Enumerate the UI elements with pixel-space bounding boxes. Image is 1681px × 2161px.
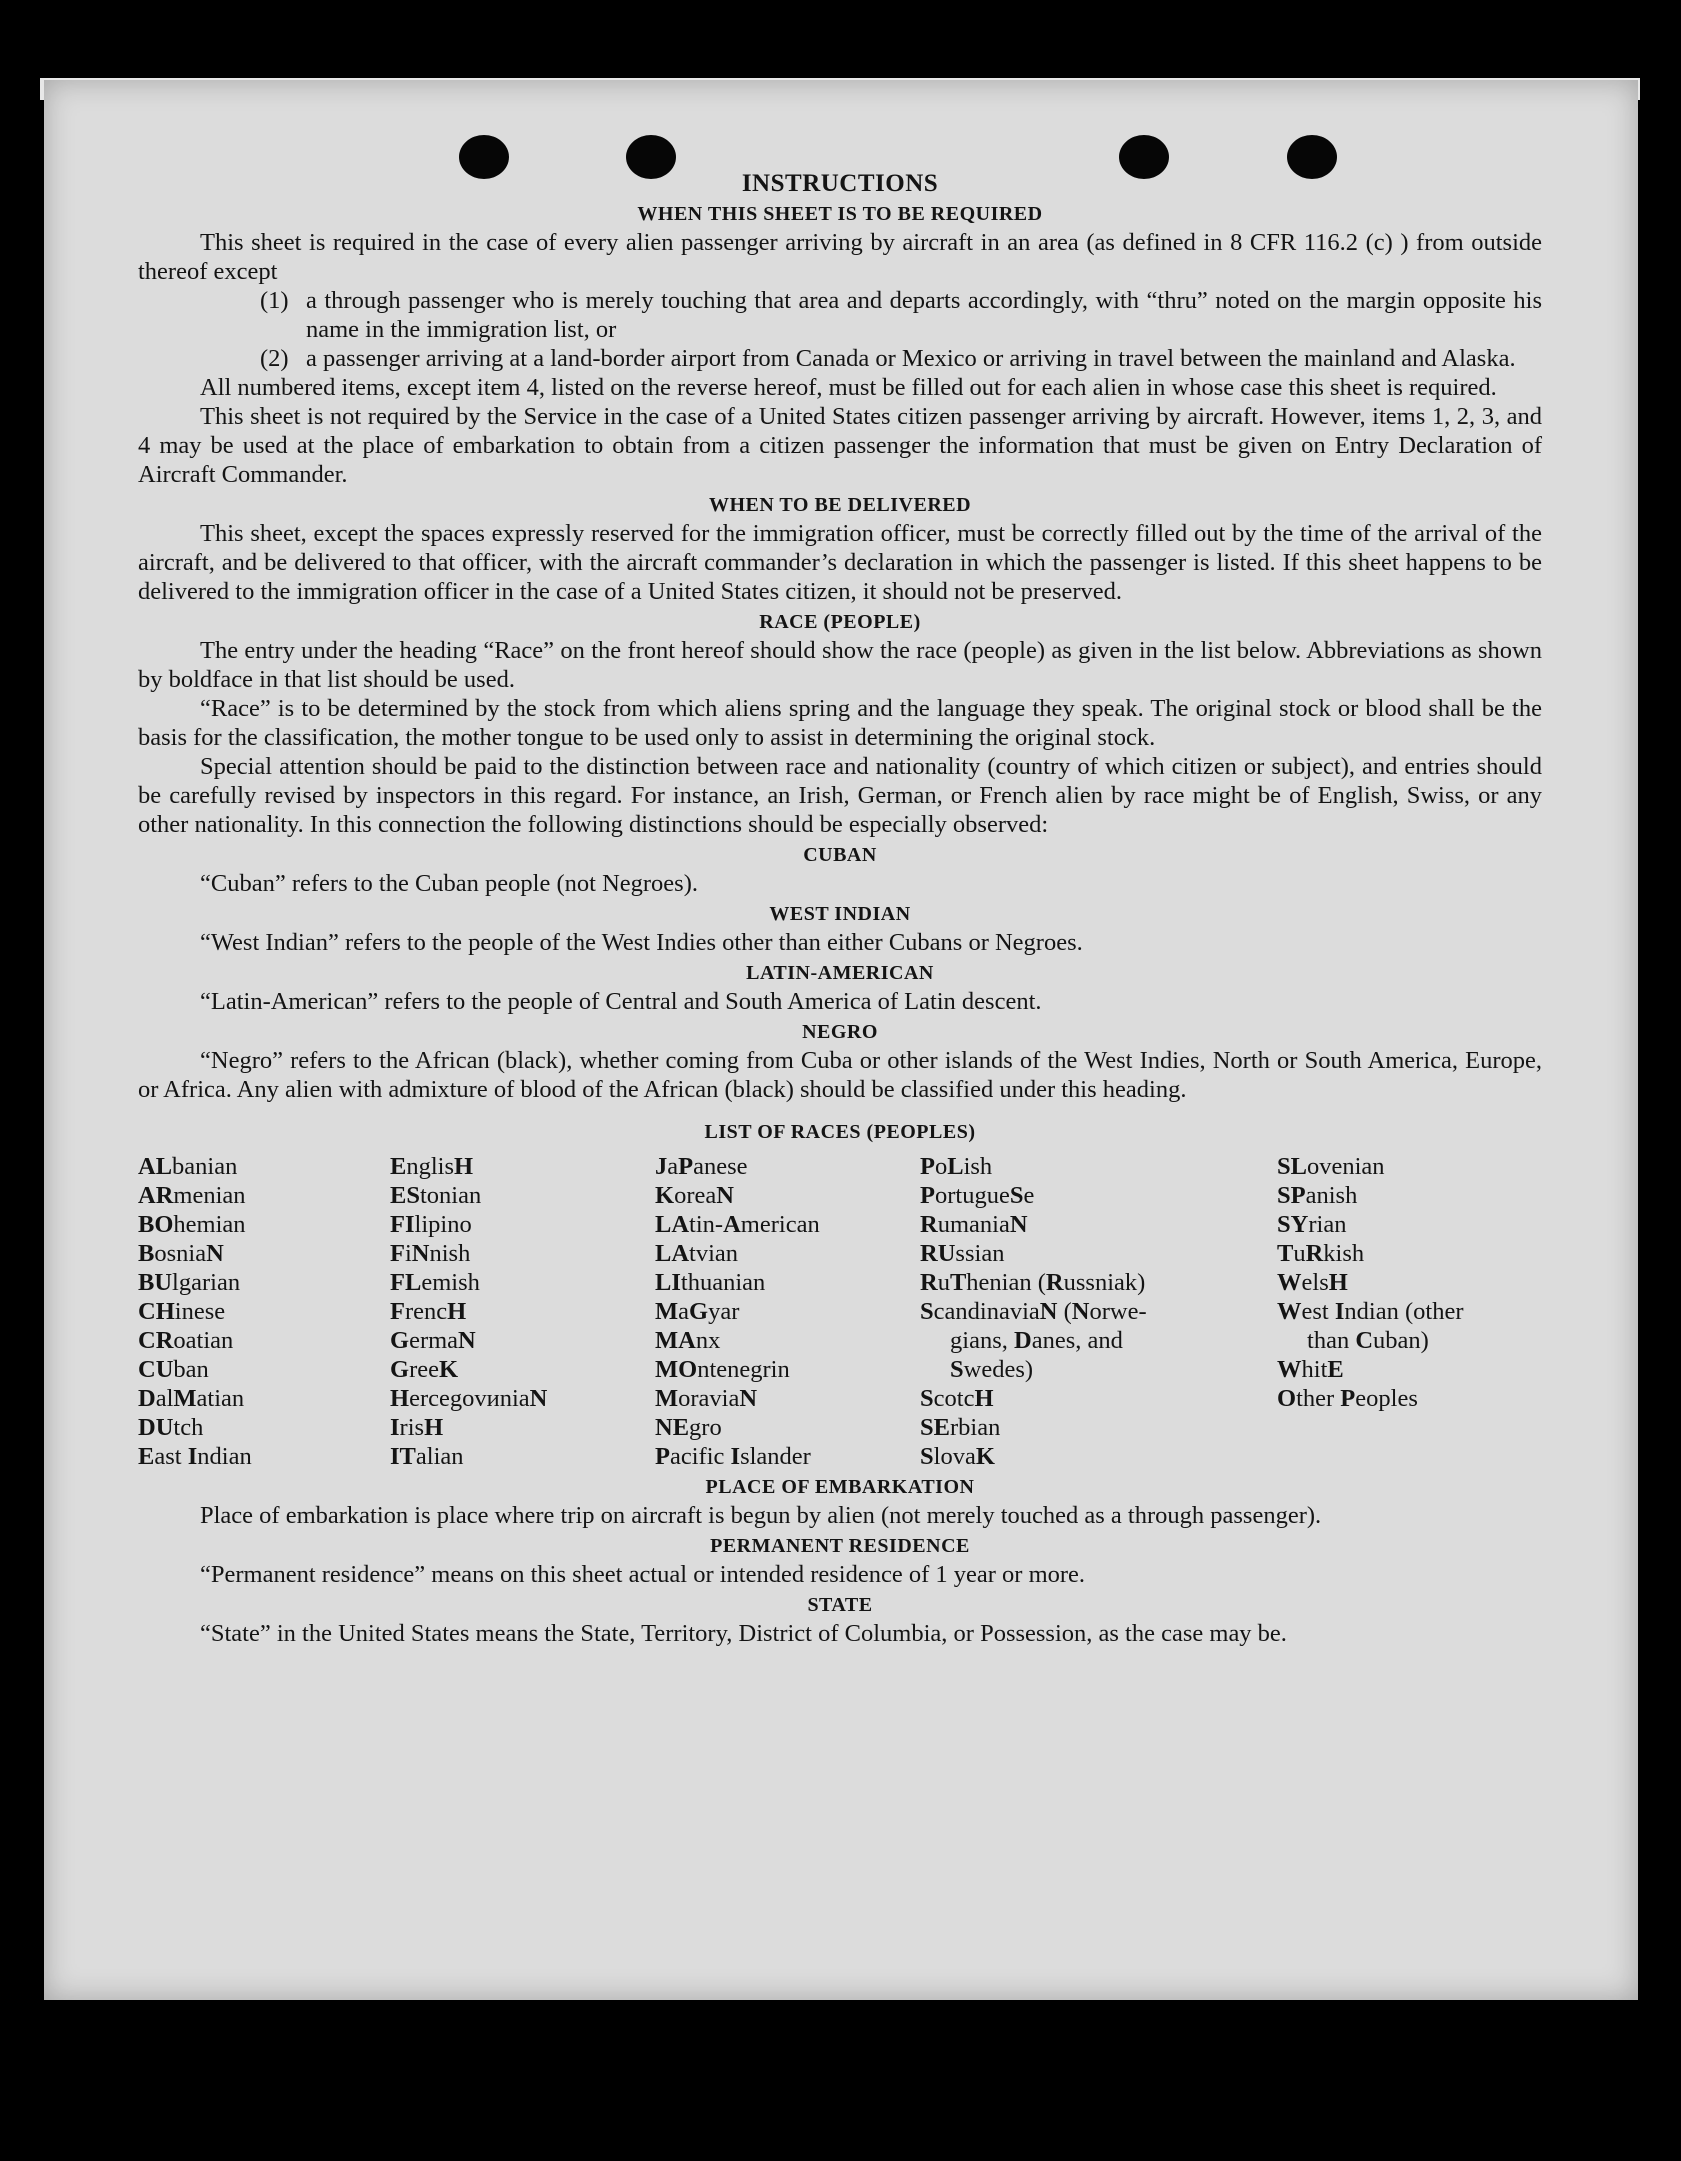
instructions-content xyxy=(138,168,1542,1648)
race-entry: than Cuban) xyxy=(1307,1327,1429,1354)
race-entry: RUssian xyxy=(920,1240,1005,1267)
paragraph: “West Indian” refers to the people of the West Indies other than either Cubans or Negroes. xyxy=(200,929,1083,956)
paragraph: This sheet, except the spaces expressly reserved for the immigration officer, must be correctly filled out by the time of the arrival of the aircraft, and be delivered to that officer, with the aircraft commander’s declaration in which the passenger is listed. If this sheet happens to be delivered to the immigration officer in the case of a United States citizen, it should not be preserved. xyxy=(138,520,1542,605)
paragraph: “Race” is to be determined by the stock from which aliens spring and the language they speak. The original stock or blood shall be the basis for the classification, the mother tongue to be used only to assist in determining the original stock. xyxy=(138,695,1542,751)
paragraph: The entry under the heading “Race” on the front hereof should show the race (people) as given in the list below. Abbreviations as shown by boldface in that list should be used. xyxy=(138,637,1542,693)
race-entry: GreeK xyxy=(390,1356,459,1383)
race-column xyxy=(920,1152,1277,1471)
race-entry: LAtin-American xyxy=(655,1211,820,1238)
race-entry: FiNnish xyxy=(390,1240,471,1267)
race-entry: PortugueSe xyxy=(920,1182,1035,1209)
race-entry: ScotcH xyxy=(920,1385,994,1412)
section-heading: PERMANENT RESIDENCE xyxy=(710,1535,970,1557)
paragraph: “Permanent residence” means on this sheet actual or intended residence of 1 year or more. xyxy=(200,1561,1086,1588)
race-entry: DUtch xyxy=(138,1414,204,1441)
paragraph: Special attention should be paid to the distinction between race and nationality (country of which citizen or subject), and entries should be carefully revised by inspectors in this regard. For instance, an Irish, German, or French alien by race might be of English, Swiss, or any other nationality. In this connection the following distinctions should be especially observed: xyxy=(138,753,1542,838)
race-entry: DalMatian xyxy=(138,1385,245,1412)
race-entry: Other Peoples xyxy=(1277,1385,1418,1412)
race-entry: MOntenegrin xyxy=(655,1356,790,1383)
race-entry: MAnx xyxy=(655,1327,721,1354)
race-entry: LIthuanian xyxy=(655,1269,766,1296)
race-entry: West Indian (other xyxy=(1277,1298,1464,1325)
paragraph: This sheet is not required by the Service in the case of a United States citizen passenger arriving by aircraft. However, items 1, 2, 3, and 4 may be used at the place of embarkation to obtain from a citizen passenger the information that must be given on Entry Declaration of Aircraft Commander. xyxy=(138,403,1542,488)
race-entry: TuRkish xyxy=(1277,1240,1365,1267)
race-entry: Swedes) xyxy=(950,1356,1034,1383)
race-entry: FLemish xyxy=(390,1269,480,1296)
race-entry: HercegovиniaN xyxy=(390,1385,548,1412)
race-entry: SErbian xyxy=(920,1414,1001,1441)
list-item xyxy=(138,344,1542,373)
race-entry: ScandinaviaN (Norwe- xyxy=(920,1298,1147,1325)
paragraph: Place of embarkation is place where trip on aircraft is begun by alien (not merely touched as a through passenger). xyxy=(200,1502,1322,1529)
paragraph: This sheet is required in the case of every alien passenger arriving by aircraft in an area (as defined in 8 CFR 116.2 (c) ) from outside thereof except xyxy=(138,229,1542,285)
section-heading: STATE xyxy=(807,1594,873,1616)
section-heading: NEGRO xyxy=(802,1021,878,1043)
race-entry: SPanish xyxy=(1277,1182,1358,1209)
race-entry: ALbanian xyxy=(138,1153,238,1180)
race-column xyxy=(390,1152,655,1471)
race-entry: EStonian xyxy=(390,1182,482,1209)
race-column xyxy=(138,1152,390,1471)
race-entry: East Indian xyxy=(138,1443,252,1470)
race-entry: GermaN xyxy=(390,1327,476,1354)
race-entry: MoraviaN xyxy=(655,1385,758,1412)
list-item xyxy=(138,286,1542,344)
list-text: a through passenger who is merely touching that area and departs accordingly, with “thru” noted on the margin opposite his name in the immigration list, or xyxy=(306,287,1542,343)
race-entry: CRoatian xyxy=(138,1327,234,1354)
race-entry: SlovaK xyxy=(920,1443,995,1470)
section-heading: CUBAN xyxy=(803,844,877,866)
list-number: (1) xyxy=(260,287,289,314)
race-entry: LAtvian xyxy=(655,1240,739,1267)
section-heading: LATIN-AMERICAN xyxy=(746,962,934,984)
race-entry: IrisH xyxy=(390,1414,444,1441)
race-entry: EnglisH xyxy=(390,1153,474,1180)
race-column xyxy=(1277,1152,1542,1471)
section-heading: LIST OF RACES (PEOPLES) xyxy=(704,1121,976,1143)
race-entry: CHinese xyxy=(138,1298,226,1325)
section-heading: PLACE OF EMBARKATION xyxy=(705,1476,975,1498)
race-entry: PoLish xyxy=(920,1153,993,1180)
race-entry: FIlipino xyxy=(390,1211,472,1238)
section-heading: WHEN TO BE DELIVERED xyxy=(708,494,972,516)
race-entry: FrencH xyxy=(390,1298,467,1325)
race-entry: WelsH xyxy=(1277,1269,1348,1296)
race-entry: ARmenian xyxy=(138,1182,246,1209)
race-entry: BUlgarian xyxy=(138,1269,241,1296)
race-list xyxy=(138,1152,1542,1471)
race-entry: MaGyar xyxy=(655,1298,740,1325)
section-heading: WHEN THIS SHEET IS TO BE REQUIRED xyxy=(637,203,1043,225)
paragraph: “Latin-American” refers to the people of Central and South America of Latin descent. xyxy=(200,988,1042,1015)
race-entry: RumaniaN xyxy=(920,1211,1028,1238)
race-entry: JaPanese xyxy=(655,1153,748,1180)
list-number: (2) xyxy=(260,345,289,372)
section-heading: RACE (PEOPLE) xyxy=(759,611,921,633)
race-entry: WhitE xyxy=(1277,1356,1344,1383)
paragraph: “State” in the United States means the State, Territory, District of Columbia, or Possession, as the case may be. xyxy=(200,1620,1287,1647)
paragraph: All numbered items, except item 4, listed on the reverse hereof, must be filled out for each alien in whose case this sheet is required. xyxy=(200,374,1497,401)
paragraph: “Cuban” refers to the Cuban people (not Negroes). xyxy=(200,870,698,897)
paragraph: “Negro” refers to the African (black), whether coming from Cuba or other islands of the West Indies, North or South America, Europe, or Africa. Any alien with admixture of blood of the African (black) should be classified under this heading. xyxy=(138,1047,1542,1103)
race-entry: SLovenian xyxy=(1277,1153,1385,1180)
race-entry: CUban xyxy=(138,1356,209,1383)
section-heading: WEST INDIAN xyxy=(769,903,911,925)
race-entry: Pacific Islander xyxy=(655,1443,811,1470)
race-entry: BosniaN xyxy=(138,1240,224,1267)
race-entry: SYrian xyxy=(1277,1211,1347,1238)
race-entry: gians, Danes, and xyxy=(950,1327,1123,1354)
race-entry: ITalian xyxy=(390,1443,464,1470)
list-text: a passenger arriving at a land-border airport from Canada or Mexico or arriving in travel between the mainland and Alaska. xyxy=(306,345,1516,372)
race-entry: RuThenian (Russniak) xyxy=(920,1269,1146,1296)
page-title: INSTRUCTIONS xyxy=(741,170,939,197)
race-entry: KoreaN xyxy=(655,1182,734,1209)
race-entry: NEgro xyxy=(655,1414,722,1441)
race-column xyxy=(655,1152,920,1471)
race-entry: BOhemian xyxy=(138,1211,246,1238)
